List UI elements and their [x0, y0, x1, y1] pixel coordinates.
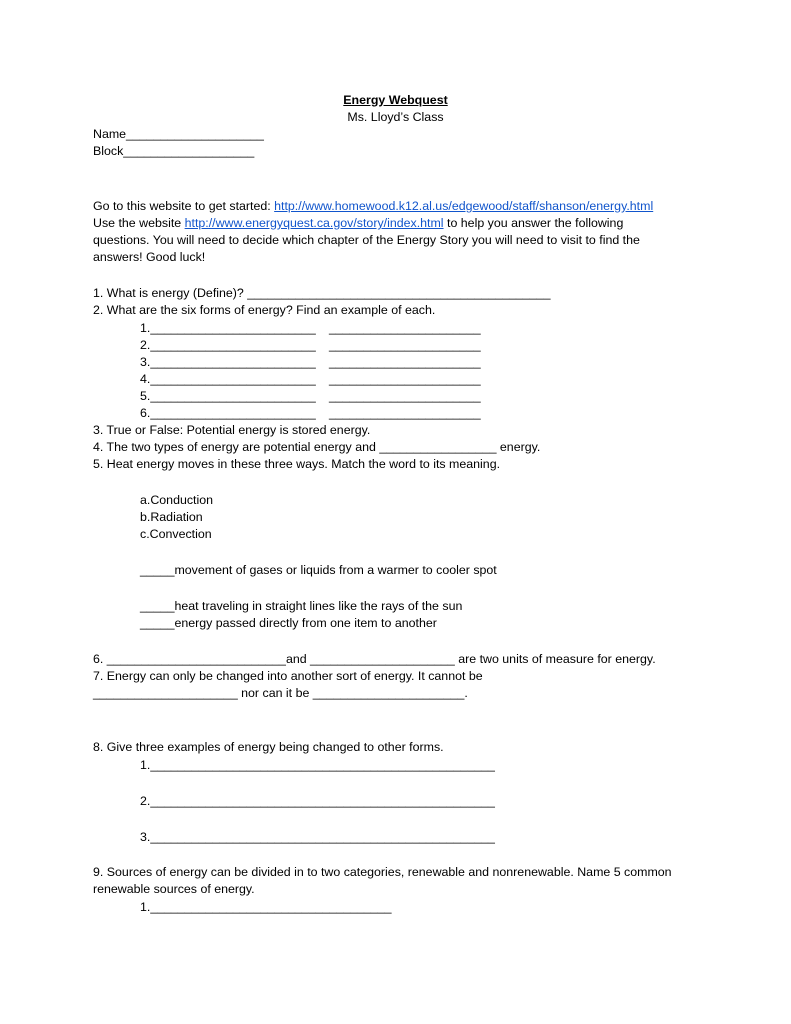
- example-blank: 3.__________________________________________________: [140, 830, 495, 844]
- intro-line-1: [93, 198, 653, 215]
- question-2: 2. What are the six forms of energy? Find an example of each.: [93, 303, 436, 317]
- form-blank: 1.________________________: [140, 321, 316, 335]
- page-title: Energy Webquest: [343, 93, 448, 107]
- renewable-blank: 1.___________________________________: [140, 900, 392, 914]
- form-blank: 6.________________________: [140, 406, 316, 420]
- option-conduction: a.Conduction: [140, 493, 214, 507]
- name-field: Name____________________: [93, 127, 264, 141]
- form-blank: 4.________________________: [140, 372, 316, 386]
- homewood-link[interactable]: http://www.homewood.k12.al.us/edgewood/staff/shanson/energy.html: [274, 199, 654, 213]
- example-blank: 2.__________________________________________________: [140, 794, 495, 808]
- form-blank: 2.________________________: [140, 338, 316, 352]
- question-7-line-2: _____________________ nor can it be ______________________.: [93, 686, 468, 700]
- match-item: _____energy passed directly from one item to another: [140, 616, 437, 630]
- question-9-line-1: 9. Sources of energy can be divided in to two categories, renewable and nonrenewable. Name 5 common: [93, 865, 672, 879]
- question-8: 8. Give three examples of energy being changed to other forms.: [93, 740, 444, 754]
- question-9-line-2: renewable sources of energy.: [93, 882, 255, 896]
- question-1: 1. What is energy (Define)? ____________________________________________: [93, 286, 551, 300]
- question-6: 6. __________________________and _____________________ are two units of measure for energy.: [93, 652, 656, 666]
- option-radiation: b.Radiation: [140, 510, 203, 524]
- example-blank: ______________________: [329, 355, 481, 369]
- intro-text-2: Use the website: [93, 216, 185, 230]
- question-5: 5. Heat energy moves in these three ways. Match the word to its meaning.: [93, 457, 501, 471]
- example-blank: ______________________: [329, 406, 481, 420]
- example-blank: ______________________: [329, 389, 481, 403]
- form-blank: 3.________________________: [140, 355, 316, 369]
- example-blank: ______________________: [329, 372, 481, 386]
- question-4: 4. The two types of energy are potential energy and _________________ energy.: [93, 440, 541, 454]
- block-field: Block___________________: [93, 144, 255, 158]
- intro-line-2: [93, 215, 623, 232]
- page-subtitle: Ms. Lloyd’s Class: [347, 110, 444, 124]
- form-blank: 5.________________________: [140, 389, 316, 403]
- intro-text-1: Go to this website to get started:: [93, 199, 275, 213]
- question-3: 3. True or False: Potential energy is stored energy.: [93, 423, 371, 437]
- energyquest-link[interactable]: http://www.energyquest.ca.gov/story/index.html: [184, 216, 444, 230]
- intro-line-4: answers! Good luck!: [93, 250, 206, 264]
- question-7-line-1: 7. Energy can only be changed into another sort of energy. It cannot be: [93, 669, 483, 683]
- match-item: _____movement of gases or liquids from a warmer to cooler spot: [140, 563, 497, 577]
- example-blank: ______________________: [329, 338, 481, 352]
- intro-line-3: questions. You will need to decide which chapter of the Energy Story you will need to visit to find the: [93, 233, 640, 247]
- match-item: _____heat traveling in straight lines like the rays of the sun: [140, 599, 463, 613]
- example-blank: 1.__________________________________________________: [140, 758, 495, 772]
- example-blank: ______________________: [329, 321, 481, 335]
- option-convection: c.Convection: [140, 527, 212, 541]
- intro-text-2-suffix: to help you answer the following: [443, 216, 624, 230]
